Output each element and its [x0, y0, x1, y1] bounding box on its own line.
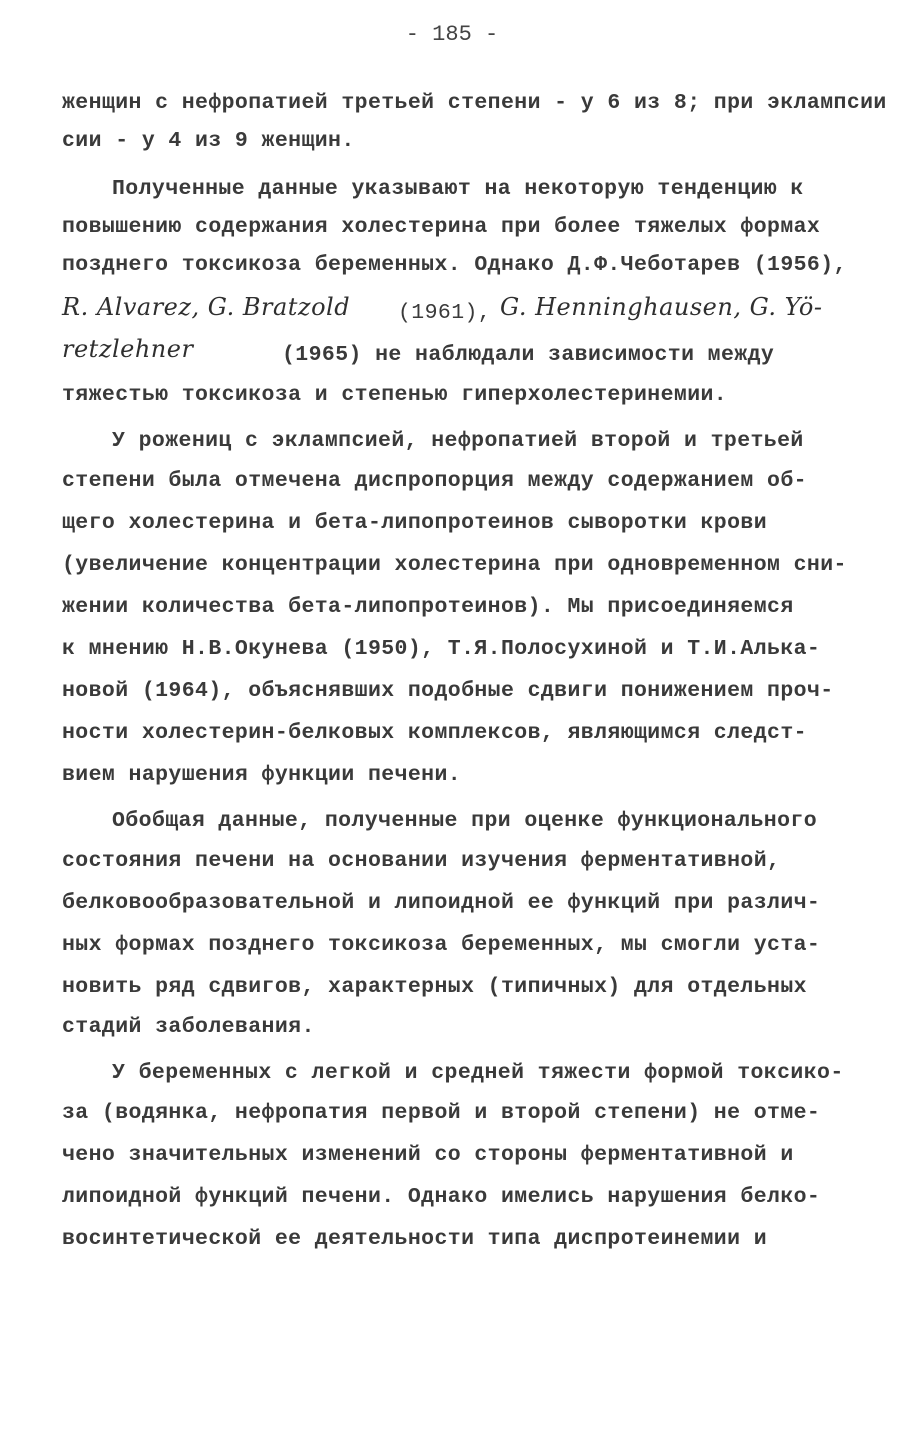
handwritten-authors: retzlehner [62, 335, 194, 363]
text-line: белковообразовательной и липоидной ее функций при различ- [62, 891, 821, 915]
text-line: щего холестерина и бета-липопротеинов сыворотки крови [62, 511, 768, 535]
text-line: (1965) не наблюдали зависимости между [282, 343, 775, 367]
page-number: - 185 - [405, 22, 499, 47]
text-line: вием нарушения функции печени. [62, 763, 462, 787]
text-line: женщин с нефропатией третьей степени - у 6 из 8; при эклампсии [62, 91, 887, 115]
text-line: тяжестью токсикоза и степенью гиперхолестеринемии. [62, 383, 728, 407]
text-line: Полученные данные указывают на некоторую тенденцию к [112, 177, 804, 201]
handwritten-authors: R. Alvarez, G. Bratzold [62, 293, 351, 321]
text-line: восинтетической ее деятельности типа диспротеинемии и [62, 1227, 768, 1251]
text-line: липоидной функций печени. Однако имелись нарушения белко- [62, 1185, 821, 1209]
text-line: позднего токсикоза беременных. Однако Д.Ф.Чеботарев (1956), [62, 253, 847, 277]
text-line: степени была отмечена диспропорция между содержанием об- [62, 469, 807, 493]
text-line: чено значительных изменений со стороны ферментативной и [62, 1143, 794, 1167]
text-line: стадий заболевания. [62, 1015, 315, 1039]
text-line: состояния печени на основании изучения ферментативной, [62, 849, 781, 873]
text-line: за (водянка, нефропатия первой и второй степени) не отме- [62, 1101, 821, 1125]
text-line: сии - у 4 из 9 женщин. [62, 129, 355, 153]
text-line: к мнению Н.В.Окунева (1950), Т.Я.Полосухиной и Т.И.Алька- [62, 637, 821, 661]
text-line: повышению содержания холестерина при более тяжелых формах [62, 215, 821, 239]
text-line: (увеличение концентрации холестерина при одновременном сни- [62, 553, 847, 577]
text-line: жении количества бета-липопротеинов). Мы присоединяемся [62, 595, 794, 619]
text-line: Обобщая данные, полученные при оценке функционального [112, 809, 818, 833]
text-line: У рожениц с эклампсией, нефропатией второй и третьей [112, 429, 804, 453]
text-line: ности холестерин-белковых комплексов, являющимся следст- [62, 721, 807, 745]
text-line: новой (1964), объяснявших подобные сдвиги понижением проч- [62, 679, 834, 703]
text-line: (1961), [398, 301, 492, 325]
handwritten-authors: G. Henninghausen, G. Yö- [500, 293, 823, 321]
text-line: ных формах позднего токсикоза беременных, мы смогли уста- [62, 933, 821, 957]
text-line: новить ряд сдвигов, характерных (типичных) для отдельных [62, 975, 807, 999]
text-line: У беременных с легкой и средней тяжести формой токсико- [112, 1061, 844, 1085]
